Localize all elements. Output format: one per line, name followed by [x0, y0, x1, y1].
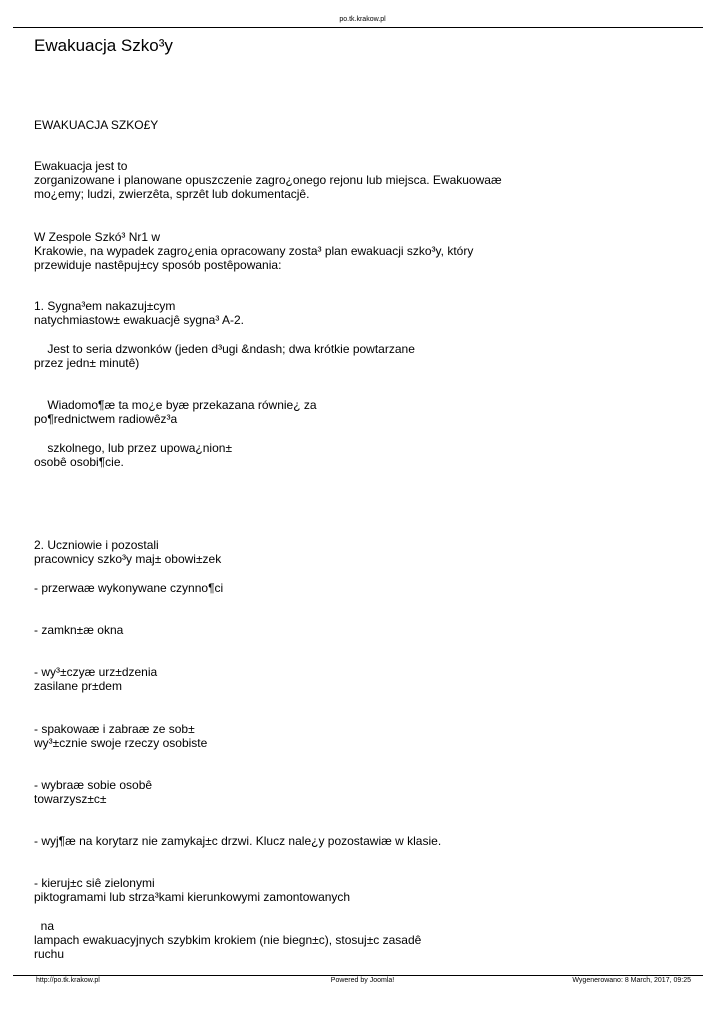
- paragraph-person: szkolnego, lub przez upowa¿nion± osobê osobi¶cie.: [34, 441, 233, 469]
- footer-powered-by: Powered by Joomla!: [330, 977, 395, 984]
- header-divider: [13, 27, 703, 28]
- list-item: - wy³±czyæ urz±dzenia zasilane pr±dem: [34, 665, 158, 693]
- list-item: na lampach ewakuacyjnych szybkim krokiem (nie biegn±c), stosuj±c zasadê ruchu: [34, 919, 422, 961]
- paragraph-definition: Ewakuacja jest to zorganizowane i planowane opuszczenie zagro¿onego rejonu lub miejsca. Ewakuowaæ mo¿emy; ludzi, zwierzêta, sprzêt lub dokumentacjê.: [34, 159, 502, 201]
- list-item: - przerwaæ wykonywane czynno¶ci: [34, 581, 224, 595]
- list-item: - wybraæ sobie osobê towarzysz±c±: [34, 778, 153, 806]
- header-url: po.tk.krakow.pl: [339, 16, 386, 23]
- footer-divider: [13, 975, 703, 976]
- footer-url: http://po.tk.krakow.pl: [36, 977, 100, 984]
- paragraph-radio: Wiadomo¶æ ta mo¿e byæ przekazana równie¿ za po¶rednictwem radiowêz³a: [34, 398, 317, 426]
- paragraph-step-1: 1. Sygna³em nakazuj±cym natychmiastow± ewakuacjê sygna³ A-2.: [34, 299, 245, 327]
- footer-generated-date: Wygenerowano: 8 March, 2017, 09:25: [572, 977, 691, 984]
- list-item: - zamkn±æ okna: [34, 623, 124, 637]
- list-item: - spakowaæ i zabraæ ze sob± wy³±cznie swoje rzeczy osobiste: [34, 722, 208, 750]
- list-item: - wyj¶æ na korytarz nie zamykaj±c drzwi. Klucz nale¿y pozostawiæ w klasie.: [34, 834, 442, 848]
- page-title: Ewakuacja Szko³y: [34, 36, 173, 55]
- paragraph-intro: W Zespole Szkó³ Nr1 w Krakowie, na wypadek zagro¿enia opracowany zosta³ plan ewakuacji szko³y, który przewiduje nastêpuj±cy sposób postêpowania:: [34, 230, 474, 272]
- paragraph-heading: EWAKUACJA SZKO£Y: [34, 118, 159, 132]
- paragraph-step-2: 2. Uczniowie i pozostali pracownicy szko³y maj± obowi±zek: [34, 538, 222, 566]
- list-item: - kieruj±c siê zielonymi piktogramami lub strza³kami kierunkowymi zamontowanych: [34, 876, 351, 904]
- paragraph-bells: Jest to seria dzwonków (jeden d³ugi &ndash; dwa krótkie powtarzane przez jedn± minutê): [34, 342, 415, 370]
